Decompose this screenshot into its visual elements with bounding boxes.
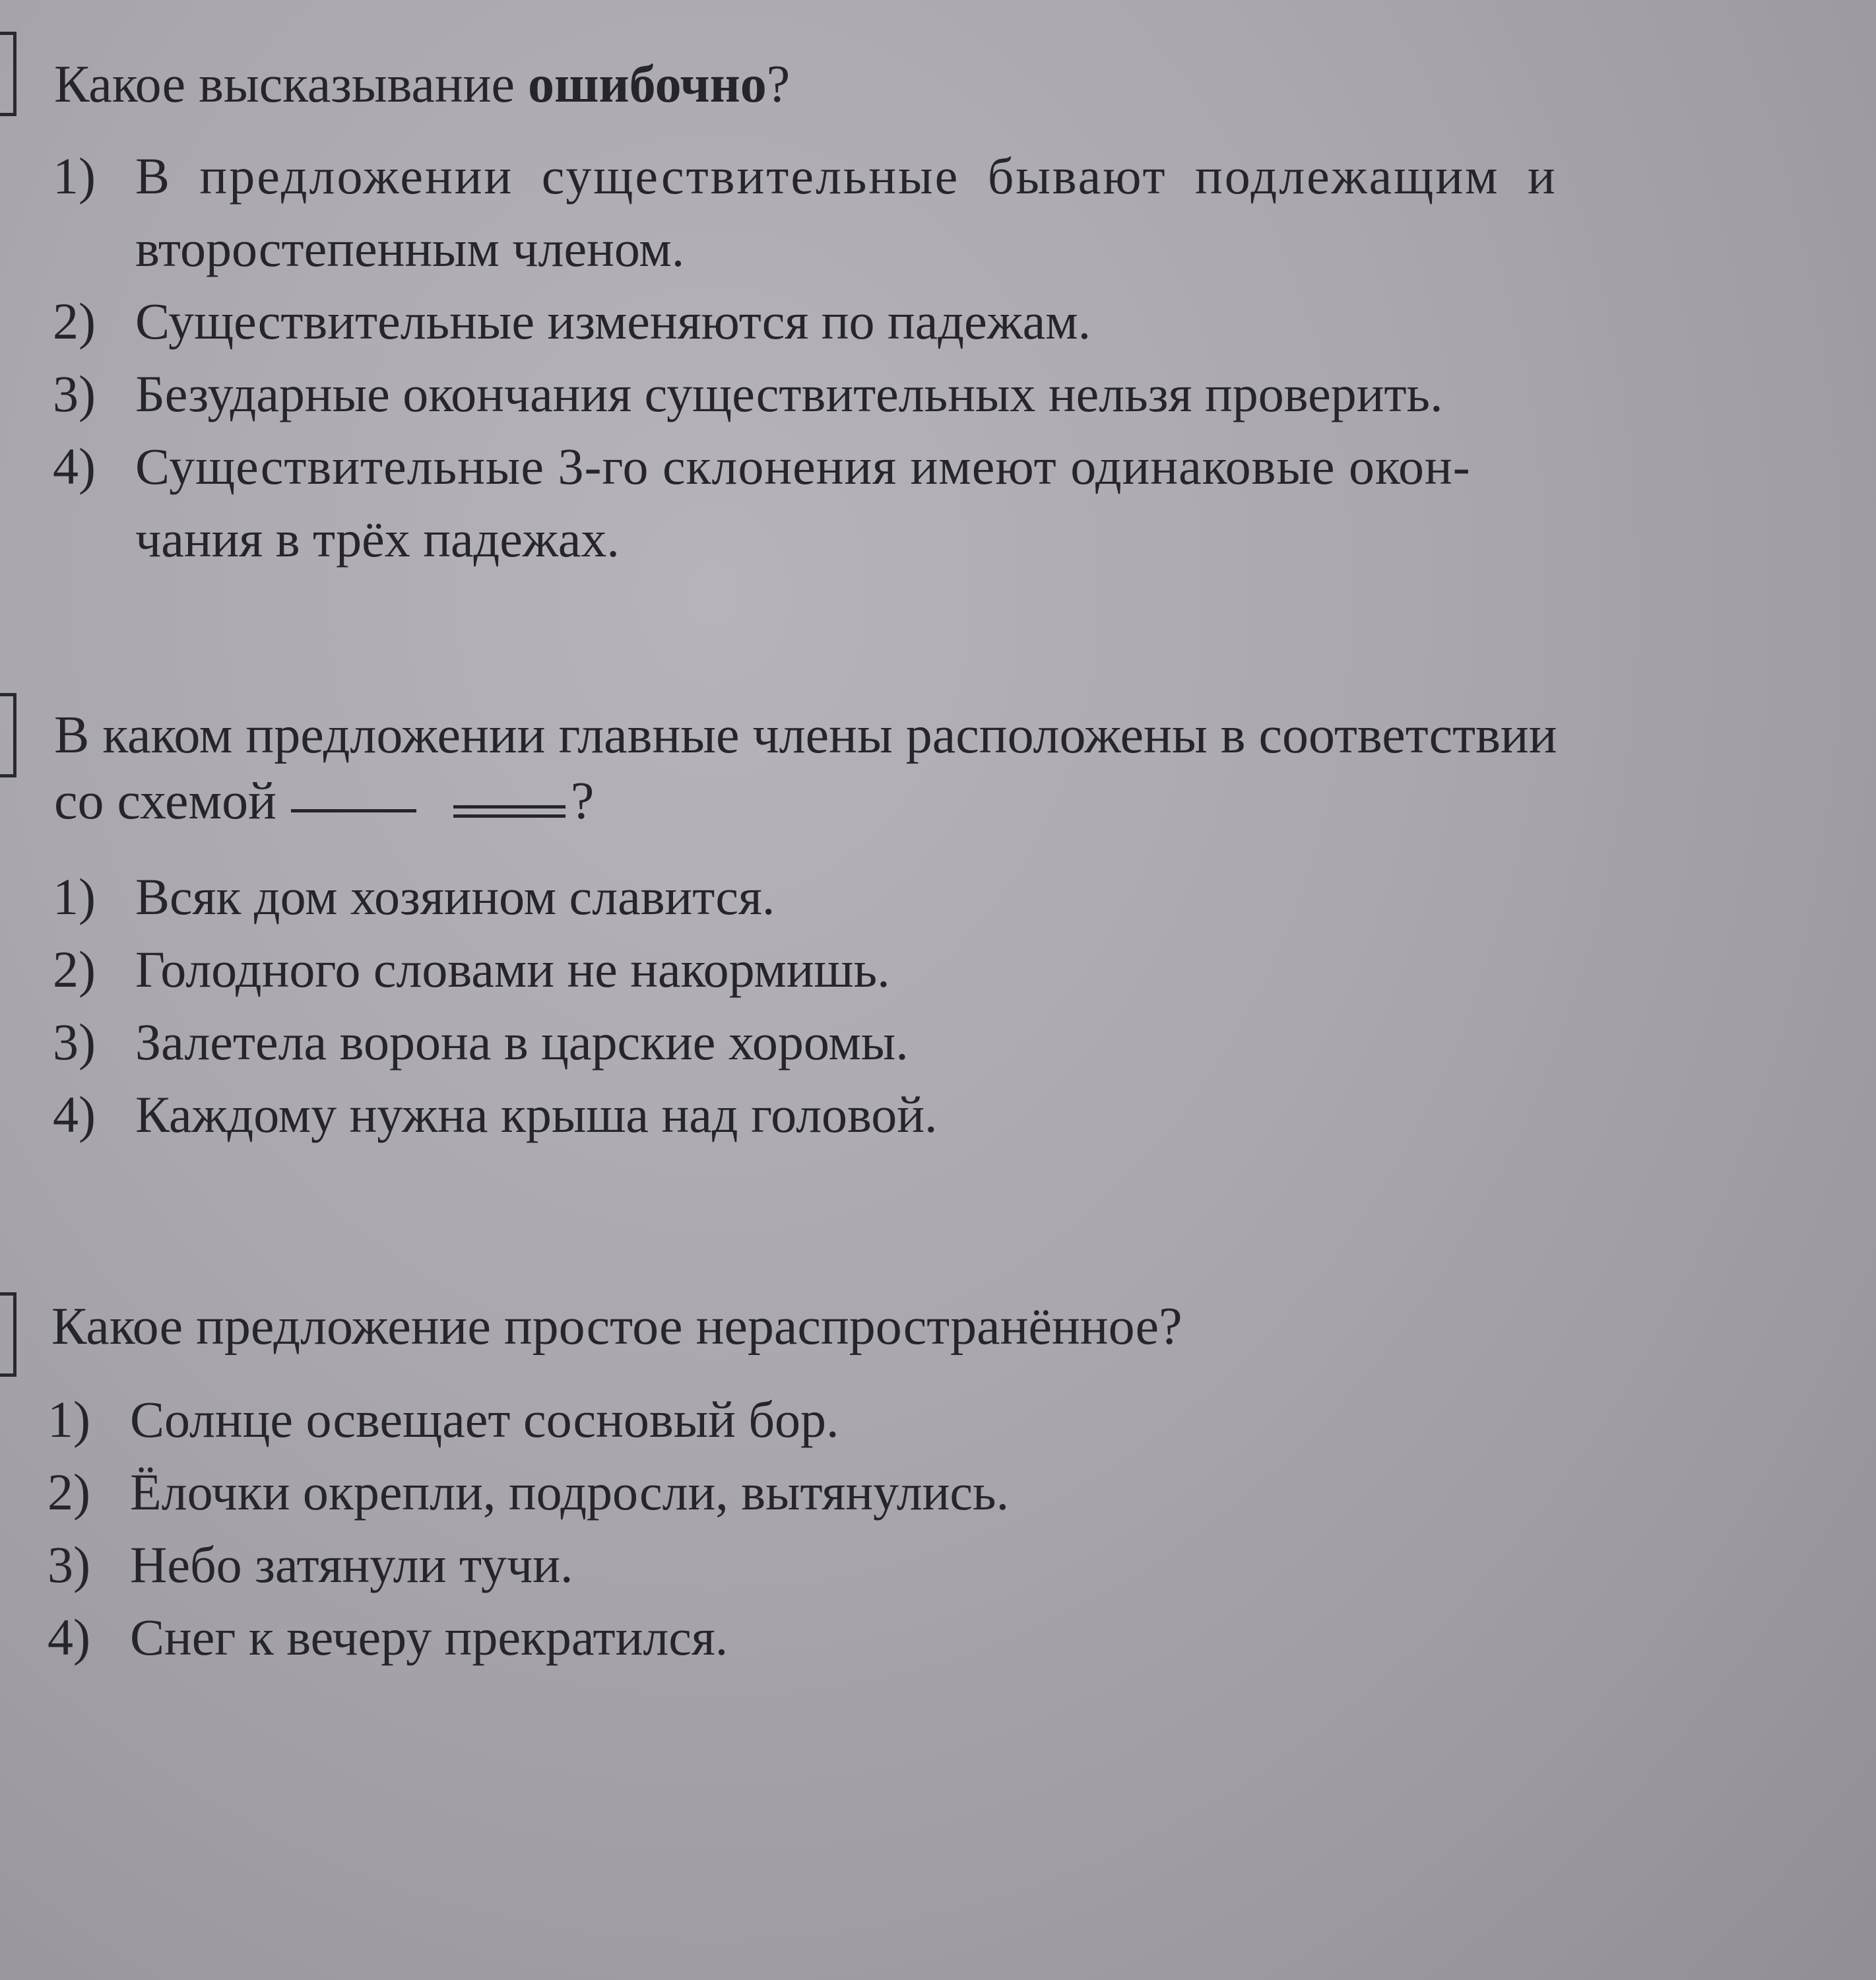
task-3-option-1[interactable]: [48, 1383, 1009, 1456]
task-3-options: [48, 1383, 1009, 1674]
option-number: 4): [53, 1086, 96, 1143]
task-2-question: [54, 700, 1875, 771]
option-text-line: В предложении существительные бывают подлежащим и: [135, 147, 1557, 205]
task-1-option-3[interactable]: [53, 358, 1557, 430]
predicate-underline-mark-bottom: [453, 814, 566, 818]
option-number: 3): [48, 1536, 90, 1593]
option-text-line: Ёлочки окрепли, подросли, вытянулись.: [130, 1463, 1010, 1521]
task-1-option-2[interactable]: [53, 285, 1557, 358]
option-text-line: Солнце освещает сосновый бор.: [130, 1391, 839, 1448]
task-2-question-line-2: [54, 766, 1875, 837]
predicate-underline-mark-top: [453, 805, 566, 808]
task-3-question: [51, 1291, 1873, 1362]
task-1-question: [54, 49, 1875, 120]
option-number: 2): [48, 1463, 90, 1521]
option-number: 4): [53, 438, 96, 495]
task-1-answer-box[interactable]: [0, 32, 16, 116]
task-1-options: [53, 140, 1557, 576]
option-text-line: Залетела ворона в царские хоромы.: [135, 1013, 909, 1071]
task-3-option-3[interactable]: [48, 1529, 1009, 1601]
task-3-option-4[interactable]: [48, 1601, 1009, 1674]
task-2-option-2[interactable]: [53, 933, 938, 1006]
option-number: 2): [53, 292, 96, 350]
task-1-option-4[interactable]: [53, 430, 1557, 576]
option-text-line: Снег к вечеру прекратился.: [130, 1608, 728, 1666]
task-2-question-line-1: В каком предложении главные члены расположены в соответствии: [54, 706, 1557, 764]
task-2-answer-box[interactable]: [0, 693, 16, 777]
task-1-question-prefix: Какое высказывание: [54, 55, 529, 114]
task-1-question-suffix: ?: [766, 55, 791, 114]
option-text-line: Безударные окончания существительных нельзя проверить.: [135, 365, 1443, 422]
option-text-line: второстепенным членом.: [135, 220, 685, 277]
task-2-options: [53, 861, 938, 1151]
sentence-scheme-diagram: [291, 787, 568, 826]
task-1-option-1[interactable]: [53, 140, 1557, 285]
option-text-line: Существительные 3-го склонения имеют одинаковые окон-: [135, 438, 1471, 495]
option-text-line: чания в трёх падежах.: [135, 510, 620, 568]
task-3-answer-box[interactable]: [0, 1292, 16, 1377]
task-3-question-text: Какое предложение простое нераспространённое?: [51, 1298, 1182, 1356]
option-number: 3): [53, 365, 96, 422]
option-number: 2): [53, 940, 96, 998]
task-2-question-suffix: ?: [570, 772, 595, 830]
option-number: 4): [48, 1608, 90, 1666]
task-2-question-prefix: со схемой: [54, 772, 276, 830]
option-number: 3): [53, 1013, 96, 1071]
task-2-option-3[interactable]: [53, 1006, 938, 1078]
option-number: 1): [53, 147, 96, 205]
option-number: 1): [48, 1391, 90, 1448]
option-text-line: Всяк дом хозяином славится.: [135, 868, 775, 925]
option-text-line: Небо затянули тучи.: [130, 1536, 573, 1593]
option-text-line: Существительные изменяются по падежам.: [135, 292, 1091, 350]
option-text-line: Каждому нужна крыша над головой.: [135, 1086, 938, 1143]
option-number: 1): [53, 868, 96, 925]
subject-underline-mark: [291, 809, 416, 812]
option-text-line: Голодного словами не накормишь.: [135, 940, 890, 998]
task-3-option-2[interactable]: [48, 1456, 1009, 1529]
task-1-question-bold: ошибочно: [528, 55, 767, 114]
task-2-option-4[interactable]: [53, 1078, 938, 1151]
task-2-option-1[interactable]: [53, 861, 938, 933]
